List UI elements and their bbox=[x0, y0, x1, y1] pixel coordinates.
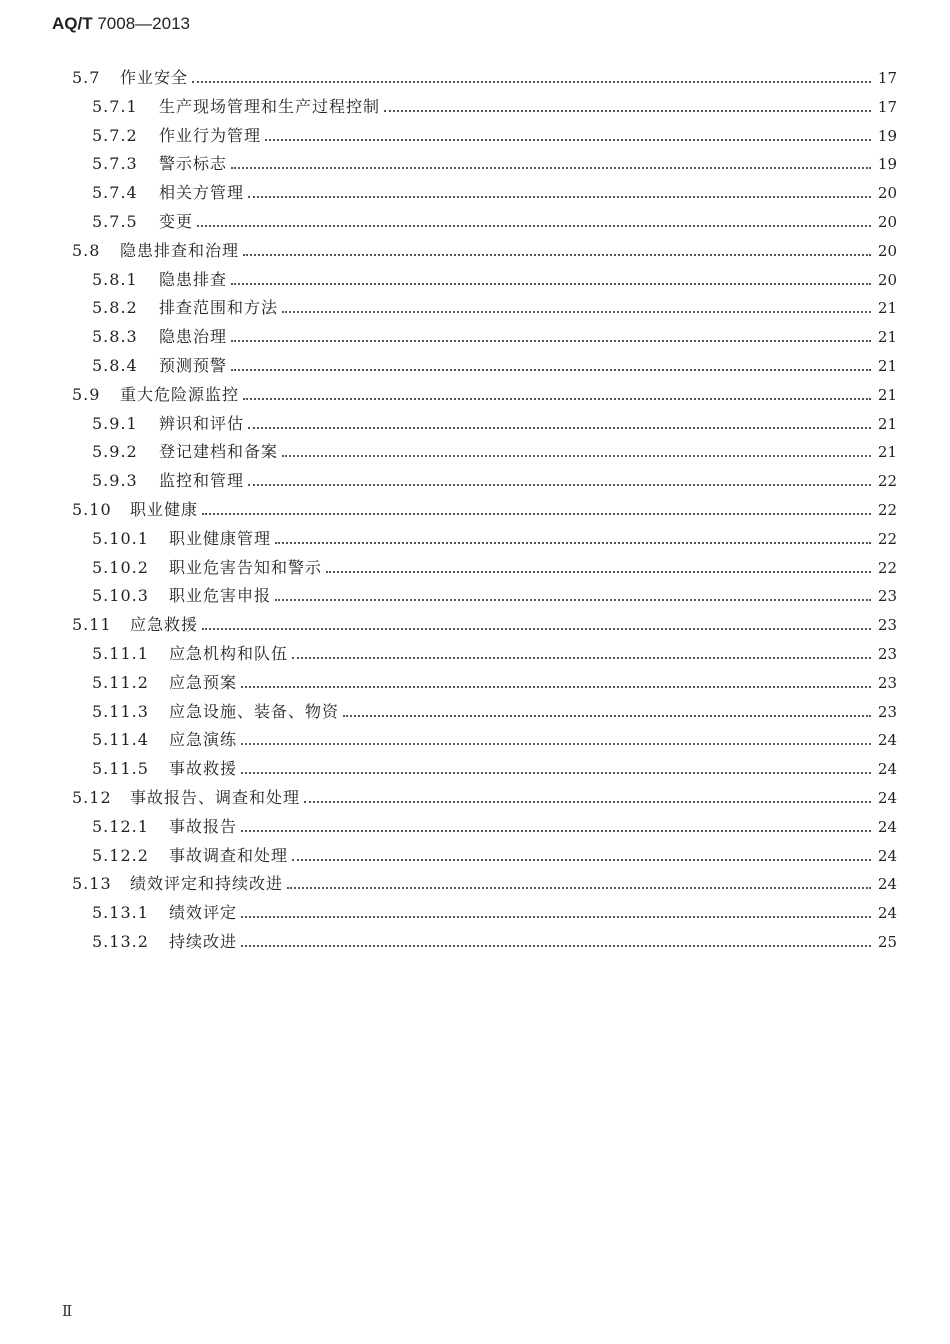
toc-entry[interactable] bbox=[72, 784, 897, 812]
toc-entry-page: 21 bbox=[877, 385, 897, 404]
dot-leader bbox=[231, 150, 871, 178]
toc-entry-page: 20 bbox=[877, 241, 897, 260]
toc-entry-number: 5.11.3 bbox=[92, 701, 149, 721]
toc-entry-number: 5.8.2 bbox=[92, 298, 138, 318]
toc-entry-page: 23 bbox=[877, 702, 897, 721]
dot-leader bbox=[192, 64, 871, 92]
toc-entry[interactable] bbox=[92, 669, 897, 697]
dot-leader bbox=[248, 410, 871, 438]
toc-entry-title: 隐患治理 bbox=[159, 327, 228, 347]
dot-leader bbox=[241, 669, 871, 697]
toc-entry-number: 5.7 bbox=[72, 68, 101, 87]
dot-leader bbox=[241, 755, 871, 783]
dot-leader bbox=[343, 698, 871, 726]
toc-entry-number: 5.8.1 bbox=[92, 269, 138, 289]
toc-entry-number: 5.10.1 bbox=[92, 528, 149, 548]
toc-entry-page: 24 bbox=[877, 875, 897, 894]
dot-leader bbox=[231, 352, 871, 380]
document-header bbox=[52, 14, 190, 34]
toc-entry-title: 应急设施、装备、物资 bbox=[169, 701, 340, 721]
toc-entry[interactable] bbox=[92, 294, 897, 322]
toc-entry-title: 登记建档和备案 bbox=[159, 442, 279, 462]
toc-entry-number: 5.11.4 bbox=[92, 730, 149, 750]
toc-entry[interactable] bbox=[72, 237, 897, 265]
toc-entry[interactable] bbox=[92, 582, 897, 610]
toc-entry-number: 5.8.4 bbox=[92, 356, 138, 375]
dot-leader bbox=[384, 93, 871, 121]
toc-entry-page: 25 bbox=[877, 933, 897, 951]
toc-entry[interactable] bbox=[72, 870, 897, 898]
toc-entry-page: 24 bbox=[877, 760, 897, 779]
toc-entry-page: 22 bbox=[877, 472, 897, 491]
toc-entry-number: 5.8.3 bbox=[92, 327, 138, 347]
toc-entry-page: 21 bbox=[877, 328, 897, 347]
toc-entry-page: 19 bbox=[877, 126, 897, 145]
toc-entry-page: 22 bbox=[877, 501, 897, 519]
toc-entry-title: 监控和管理 bbox=[159, 471, 245, 491]
toc-entry[interactable] bbox=[92, 467, 897, 495]
toc-entry-number: 5.7.2 bbox=[92, 125, 138, 145]
toc-entry-title: 隐患排查和治理 bbox=[120, 240, 240, 260]
toc-entry-page: 21 bbox=[877, 299, 897, 318]
toc-entry-number: 5.9.3 bbox=[92, 471, 138, 491]
dot-leader bbox=[241, 813, 871, 841]
toc-entry-page: 22 bbox=[877, 558, 897, 577]
standard-number: 7008—2013 bbox=[97, 14, 190, 33]
dot-leader bbox=[326, 554, 871, 582]
toc-entry-number: 5.7.3 bbox=[92, 154, 138, 174]
toc-entry-title: 应急机构和队伍 bbox=[169, 644, 289, 663]
toc-entry[interactable] bbox=[92, 726, 897, 754]
toc-entry-title: 事故救援 bbox=[169, 759, 238, 779]
toc-entry-page: 23 bbox=[877, 645, 897, 663]
toc-entry[interactable] bbox=[92, 150, 897, 178]
toc-entry-title: 预测预警 bbox=[159, 356, 228, 375]
dot-leader bbox=[248, 179, 871, 207]
toc-entry-number: 5.11.1 bbox=[92, 644, 149, 663]
toc-entry-title: 作业安全 bbox=[120, 68, 189, 87]
toc-entry-page: 21 bbox=[877, 443, 897, 462]
toc-entry-title: 辨识和评估 bbox=[159, 413, 245, 433]
dot-leader bbox=[197, 208, 871, 236]
toc-entry-page: 23 bbox=[877, 587, 897, 606]
toc-entry-number: 5.9 bbox=[72, 384, 101, 404]
toc-entry-title: 警示标志 bbox=[159, 154, 228, 174]
toc-entry-page: 22 bbox=[877, 529, 897, 548]
toc-entry-number: 5.11.5 bbox=[92, 759, 149, 779]
toc-entry-number: 5.9.2 bbox=[92, 442, 138, 462]
toc-entry[interactable] bbox=[92, 352, 897, 380]
toc-entry[interactable] bbox=[92, 899, 897, 927]
dot-leader bbox=[287, 870, 871, 898]
toc-entry-title: 事故调查和处理 bbox=[169, 845, 289, 865]
page-number: Ⅱ bbox=[62, 1302, 73, 1320]
toc-entry-number: 5.7.4 bbox=[92, 183, 138, 203]
dot-leader bbox=[275, 582, 871, 610]
toc-entry[interactable] bbox=[92, 554, 897, 582]
toc-entry-title: 持续改进 bbox=[169, 932, 238, 951]
toc-entry-number: 5.11 bbox=[72, 615, 112, 635]
toc-entry-number: 5.7.1 bbox=[92, 96, 138, 116]
toc-entry-title: 作业行为管理 bbox=[159, 125, 262, 145]
toc-entry-page: 20 bbox=[877, 270, 897, 289]
toc-entry[interactable] bbox=[92, 842, 897, 870]
toc-entry-number: 5.12 bbox=[72, 788, 112, 807]
toc-entry[interactable] bbox=[92, 928, 897, 956]
toc-entry[interactable] bbox=[92, 122, 897, 150]
toc-entry-number: 5.8 bbox=[72, 240, 101, 260]
toc-entry-number: 5.13 bbox=[72, 874, 112, 894]
toc-entry-title: 事故报告、调查和处理 bbox=[130, 788, 301, 807]
toc-entry[interactable] bbox=[72, 64, 897, 92]
dot-leader bbox=[243, 237, 871, 265]
toc-entry-page: 23 bbox=[877, 673, 897, 692]
toc-entry-number: 5.12.1 bbox=[92, 816, 149, 836]
toc-entry-page: 20 bbox=[877, 213, 897, 231]
dot-leader bbox=[282, 438, 871, 466]
standard-code: AQ/T bbox=[52, 14, 93, 33]
toc-entry-title: 绩效评定和持续改进 bbox=[130, 874, 284, 894]
toc-entry-page: 19 bbox=[877, 155, 897, 174]
dot-leader bbox=[282, 294, 871, 322]
dot-leader bbox=[231, 323, 871, 351]
toc-entry-title: 重大危险源监控 bbox=[120, 384, 240, 404]
toc-entry-page: 24 bbox=[877, 846, 897, 865]
toc-entry[interactable] bbox=[92, 755, 897, 783]
dot-leader bbox=[202, 496, 871, 524]
toc-entry-number: 5.10 bbox=[72, 500, 112, 519]
toc-entry[interactable] bbox=[92, 208, 897, 236]
toc-entry[interactable] bbox=[72, 496, 897, 524]
toc-entry[interactable] bbox=[92, 813, 897, 841]
toc-entry-title: 应急演练 bbox=[169, 730, 238, 750]
toc-entry-number: 5.9.1 bbox=[92, 413, 138, 433]
toc-entry-page: 17 bbox=[877, 97, 897, 116]
toc-entry-page: 21 bbox=[877, 414, 897, 433]
dot-leader bbox=[304, 784, 871, 812]
toc-entry[interactable] bbox=[92, 698, 897, 726]
toc-entry-page: 23 bbox=[877, 616, 897, 635]
toc-entry[interactable] bbox=[92, 93, 897, 121]
dot-leader bbox=[241, 928, 871, 956]
toc-entry-page: 24 bbox=[877, 731, 897, 750]
toc-entry-title: 排查范围和方法 bbox=[159, 298, 279, 318]
dot-leader bbox=[243, 381, 871, 409]
toc-entry[interactable] bbox=[92, 266, 897, 294]
dot-leader bbox=[292, 640, 871, 668]
toc-entry-number: 5.10.3 bbox=[92, 586, 149, 606]
toc-entry-page: 24 bbox=[877, 817, 897, 836]
toc-entry[interactable] bbox=[92, 525, 897, 553]
toc-entry[interactable] bbox=[92, 179, 897, 207]
toc-entry[interactable] bbox=[72, 611, 897, 639]
dot-leader bbox=[202, 611, 871, 639]
toc-entry-title: 职业危害告知和警示 bbox=[169, 557, 323, 577]
toc-entry-number: 5.12.2 bbox=[92, 845, 149, 865]
toc-entry-title: 相关方管理 bbox=[159, 183, 245, 203]
dot-leader bbox=[231, 266, 871, 294]
toc-entry-number: 5.13.2 bbox=[92, 932, 149, 951]
toc-entry[interactable] bbox=[92, 323, 897, 351]
toc-entry-number: 5.7.5 bbox=[92, 212, 138, 231]
toc-entry-page: 20 bbox=[877, 184, 897, 203]
toc-entry-title: 应急救援 bbox=[130, 615, 199, 635]
dot-leader bbox=[241, 899, 871, 927]
toc-entry-number: 5.11.2 bbox=[92, 672, 149, 692]
dot-leader bbox=[241, 726, 871, 754]
toc-entry[interactable] bbox=[72, 381, 897, 409]
toc-entry-number: 5.10.2 bbox=[92, 557, 149, 577]
toc-entry-title: 变更 bbox=[159, 212, 194, 231]
dot-leader bbox=[265, 122, 871, 150]
toc-entry-page: 21 bbox=[877, 357, 897, 375]
toc-entry-number: 5.13.1 bbox=[92, 903, 149, 923]
toc-entry-title: 职业危害申报 bbox=[169, 586, 272, 606]
toc-entry-title: 职业健康 bbox=[130, 500, 199, 519]
toc-entry[interactable] bbox=[92, 640, 897, 668]
dot-leader bbox=[248, 467, 871, 495]
toc-entry[interactable] bbox=[92, 410, 897, 438]
dot-leader bbox=[275, 525, 871, 553]
toc-entry-page: 24 bbox=[877, 904, 897, 923]
toc-entry-page: 17 bbox=[877, 69, 897, 87]
toc-entry-title: 事故报告 bbox=[169, 816, 238, 836]
toc-entry-title: 应急预案 bbox=[169, 672, 238, 692]
toc-entry-title: 隐患排查 bbox=[159, 269, 228, 289]
toc-entry-title: 职业健康管理 bbox=[169, 528, 272, 548]
dot-leader bbox=[292, 842, 871, 870]
toc-entry[interactable] bbox=[92, 438, 897, 466]
toc-entry-title: 生产现场管理和生产过程控制 bbox=[159, 96, 381, 116]
toc-entry-page: 24 bbox=[877, 789, 897, 807]
toc-entry-title: 绩效评定 bbox=[169, 903, 238, 923]
